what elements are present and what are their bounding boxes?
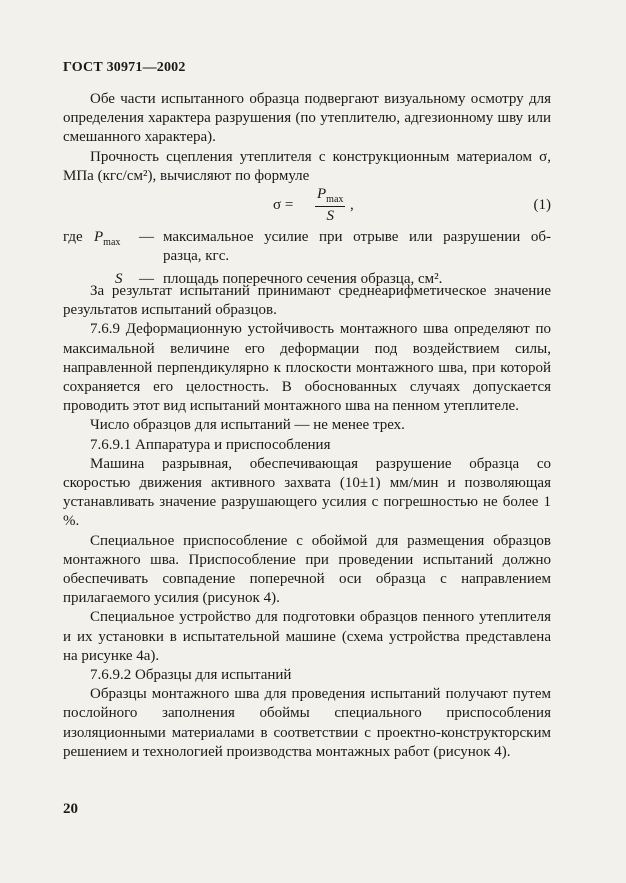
legend-s-desc: площадь поперечного сечения образца, см². — [163, 271, 443, 287]
formula-legend — [63, 228, 551, 289]
top-text-block — [63, 90, 551, 186]
legend-p-desc-cont: разца, кгс. — [163, 248, 230, 264]
legend-dash: — — [139, 229, 154, 245]
paragraph-tensile-machine: Машина разрывная, обеспечивающая разрушение образца со скоростью движения активного захвата (10±1) мм/мин и позволяющая устанавливать значение разрушающего усилия с погрешностью не более 1 %. — [63, 455, 551, 530]
legend-p-desc: максимальное усилие при отрыве или разрушении об- — [163, 229, 551, 245]
paragraph-visual-inspection: Обе части испытанного образца подвергают визуальному осмотру для определения характера разрушения (по утеплителю, адгезионному шву или смешанного характера). — [63, 91, 551, 146]
formula-lhs: σ = — [273, 197, 294, 213]
paragraph-special-fixture: Специальное приспособление с обоймой для размещения образцов монтажного шва. Приспособление при проведении испытаний должно обеспечивать совпадение поперечной оси образца с направлением прилагаемого усилия (рисунок 4). — [63, 532, 551, 607]
formula-fraction — [315, 186, 345, 225]
legend-s-symbol: S — [115, 271, 123, 287]
paragraph-sample-count: Число образцов для испытаний — не менее трех. — [90, 417, 405, 434]
where-word: где — [63, 229, 83, 245]
legend-p-symbol: $P_{max}$ — [94, 229, 121, 248]
standard-header: ГОСТ 30971—2002 — [63, 60, 186, 75]
heading-7-6-9-2: 7.6.9.2 Образцы для испытаний — [90, 667, 292, 684]
paragraph-adhesion-strength: Прочность сцепления утеплителя с конструкционным материалом σ, МПа (кгс/см²), вычисляют по формуле — [63, 148, 551, 184]
paragraph-result: За результат испытаний принимают среднеарифметическое значение результатов испытаний образцов. — [63, 283, 551, 319]
heading-7-6-9-1: 7.6.9.1 Аппаратура и приспособления — [90, 436, 331, 453]
formula-numerator: $P_{max}$ — [317, 186, 344, 205]
paragraph-7-6-9: 7.6.9 Деформационную устойчивость монтажного шва определяют по максимальной величине его деформации под воздействием силы, направленной перпендикулярно к плоскости монтажного шва, при которой сохраняется его целостность. В обоснованных случаях допускается проводить этот вид испытаний монтажного шва на пенном утеплителе. — [63, 321, 551, 415]
paragraph-samples: Образцы монтажного шва для проведения испытаний получают путем послойного заполнения обоймы специального приспособления изоляционными материалами в соответствии с проектно-конструкторским решением и технологией производства монтажных работ (рисунок 4). — [63, 686, 551, 760]
formula-denominator: S — [326, 208, 334, 224]
formula-comma: , — [350, 197, 354, 213]
page-number: 20 — [63, 801, 78, 817]
legend-dash-2: — — [139, 271, 154, 287]
main-text-block — [63, 282, 551, 762]
paragraph-special-device: Специальное устройство для подготовки образцов пенного утеплителя и их установки в испытательной машине (схема устройства представлена на рисунке 4а). — [63, 609, 551, 664]
formula-1 — [63, 186, 551, 230]
formula-number: (1) — [533, 197, 551, 213]
